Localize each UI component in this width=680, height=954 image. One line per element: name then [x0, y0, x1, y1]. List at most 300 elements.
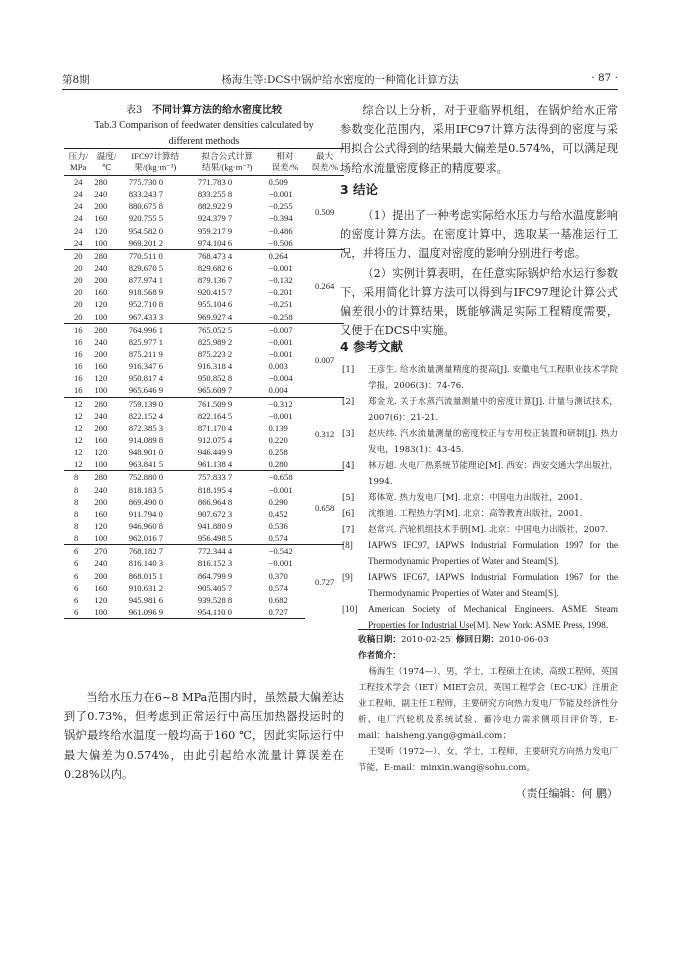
table-body: [64, 176, 344, 619]
table-cell: 879.136 7: [197, 275, 233, 286]
table-cell: 0.682: [268, 594, 288, 605]
table-cell: 911.794 0: [128, 508, 163, 519]
caption-en-line1: Tab.3 Comparison of feedwater densities calculated by: [94, 120, 314, 131]
reference-text: 林万超. 火电厂热系统节能理论[M]. 西安：西安交通大学出版社，1994.: [368, 461, 618, 487]
received-date: 2010-02-25: [400, 635, 451, 645]
table-cell: −0.255: [268, 201, 293, 212]
table-row: [64, 372, 344, 384]
table-cell: 20: [64, 249, 92, 262]
table-header-row: [64, 149, 344, 176]
column-header-line: MPa: [70, 162, 87, 172]
revised-date: 2010-06-03: [499, 635, 549, 645]
table-cell: 120: [94, 521, 108, 531]
table-cell: −0.004: [268, 373, 293, 384]
column-header-line: 果/(kg·m⁻³): [134, 162, 177, 172]
table-row: [64, 545, 344, 558]
reference-item: [340, 490, 618, 506]
reference-number: [1]: [342, 365, 355, 375]
table-cell: 8: [74, 484, 79, 495]
table-cell: 160: [94, 582, 108, 593]
table-cell: 24: [74, 237, 83, 248]
table-cell: 961.138 4: [197, 459, 233, 470]
table-cell: 948.901 0: [128, 447, 164, 458]
table-cell: 16: [74, 361, 83, 372]
table-cell: 100: [92, 606, 120, 619]
table-row: [64, 532, 344, 545]
table-row: [64, 298, 344, 310]
table-row: [64, 570, 344, 582]
table-cell: 833.255 8: [197, 189, 233, 200]
table-cell: −0.001: [268, 484, 293, 495]
table-row: [64, 410, 344, 422]
table-cell: 961.096 9: [121, 606, 190, 619]
reference-text: 赵常兴. 汽轮机组技术手册[M]. 北京：中国电力出版社，2007.: [368, 525, 609, 535]
editor-credit: （责任编辑：何 鹏）: [515, 787, 618, 800]
table-cell: 12: [74, 435, 83, 446]
table-cell: −0.312: [264, 397, 305, 410]
table-cell: 965.609 7: [197, 385, 233, 396]
column-header-line: 温度/: [96, 151, 117, 161]
reference-item: [340, 522, 618, 538]
reference-number: [3]: [342, 429, 355, 439]
table-cell: −0.001: [268, 189, 293, 200]
table-row: [64, 286, 344, 298]
table-cell: 20: [74, 287, 83, 298]
table-cell: 6: [74, 570, 79, 581]
table-cell: 100: [94, 533, 108, 544]
summary-paragraph: [340, 101, 618, 178]
table-cell: 240: [94, 558, 108, 569]
table-cell: 280: [92, 249, 120, 262]
table-cell: 955.104 6: [197, 299, 233, 310]
reference-item: [340, 362, 618, 394]
table-cell: 20: [74, 275, 83, 286]
table-cell: 0.727: [264, 606, 305, 619]
table-cell: 969.201 2: [128, 237, 164, 248]
table-cell: −0.258: [268, 311, 293, 322]
table-cell: 910.631 2: [128, 582, 164, 593]
table-cell: 764.996 1: [121, 323, 190, 336]
table-row: [64, 384, 344, 397]
reference-number: [6]: [342, 509, 355, 519]
table-cell: 818.183 5: [128, 484, 164, 495]
table-cell: 12: [64, 397, 92, 410]
table-cell: 120: [94, 594, 108, 605]
table-cell: 100: [94, 311, 108, 322]
table-cell: 0.258: [268, 447, 288, 458]
author-bio-1: 杨海生（1974—），男，学士，工程硕士在读，高级工程师，英国工程技术学会（IET）MIET会员，英国工程学会（EC-UK）注册企业工程师，副主任工程师，主要研究方向热力发电厂节能及经济性分析、电厂汽轮机及系统试验、蓄冷电力需求侧项目评价等，E-mail：haisheng.yang@gmail.com；: [358, 667, 618, 741]
reference-item: [340, 506, 618, 522]
table-row: [64, 397, 344, 410]
reference-item: [340, 458, 618, 490]
table-cell: 918.568 9: [128, 287, 164, 298]
table-cell: 160: [94, 435, 108, 446]
table-cell: −0.132: [268, 275, 293, 286]
table-cell: 871.170 4: [197, 422, 233, 433]
table-cell: 240: [94, 189, 108, 200]
table-cell: 759.139 0: [121, 397, 190, 410]
table-cell: 0.452: [268, 508, 288, 519]
table-row: [64, 496, 344, 508]
table-row: [64, 360, 344, 372]
table-cell: 16: [74, 373, 83, 384]
table-cell: 939.528 8: [197, 594, 233, 605]
table-row: [64, 520, 344, 532]
table-row: [64, 471, 344, 484]
table-caption-en: [64, 118, 344, 150]
table-cell: 200: [94, 422, 108, 433]
table-cell: 100: [94, 459, 108, 470]
table-cell: 772.344 4: [190, 545, 265, 558]
table-cell: 200: [94, 496, 108, 507]
table-cell: 16: [74, 385, 83, 396]
table-cell: 816.152 3: [197, 558, 233, 569]
reference-number: [4]: [342, 461, 355, 471]
table-row: [64, 200, 344, 212]
table-cell: 160: [94, 287, 108, 298]
table-row: [64, 594, 344, 606]
table-cell: 16: [64, 323, 92, 336]
reference-text: IAPWS IFC67, IAPWS Industrial Formulation 1967 for the Thermodynamic Properties of Water and Steam[S].: [368, 573, 618, 599]
table-row: [64, 262, 344, 274]
table-cell: 6: [74, 582, 79, 593]
reference-number: [9]: [342, 573, 353, 583]
table-cell: −0.251: [268, 299, 293, 310]
table-cell: 869.490 0: [128, 496, 164, 507]
table-row: [64, 249, 344, 262]
table-cell: 757.833 7: [190, 471, 265, 484]
table-cell: 8: [74, 521, 79, 531]
table-cell: 8: [74, 508, 79, 519]
page-number: · 87 ·: [591, 72, 618, 84]
table-cell: 829.670 5: [128, 263, 164, 274]
table-cell: 20: [74, 311, 83, 322]
table-row: [64, 212, 344, 224]
table-cell: 200: [94, 275, 108, 286]
column-header-line: 最大: [316, 151, 334, 161]
reference-number: [7]: [342, 525, 355, 535]
table-cell: 946.449 9: [197, 447, 233, 458]
table-cell: 768.473 4: [190, 249, 265, 262]
table-cell: −0.001: [268, 263, 293, 274]
table-cell: 963.841 5: [128, 459, 164, 470]
table-cell: 954.582 0: [128, 225, 164, 236]
reference-item: [340, 570, 618, 602]
table-cell: 270: [92, 545, 120, 558]
table-row: [64, 188, 344, 200]
table-cell: 969.927 4: [197, 311, 233, 322]
header-rule: [62, 89, 618, 90]
table-cell: 120: [94, 299, 108, 310]
table-cell: −0.201: [268, 287, 293, 298]
table-cell: 950.817 4: [128, 373, 164, 384]
table-row: [64, 434, 344, 446]
table-cell: 6: [74, 558, 79, 569]
column-header-line: 结果/(kg·m⁻³): [201, 162, 253, 172]
table-label: 表3: [126, 105, 143, 116]
table-cell: −0.394: [268, 213, 293, 224]
running-title: 杨海生等:DCS中锅炉给水密度的一种简化计算方法: [221, 74, 459, 86]
table-cell: 822.152 4: [128, 410, 164, 421]
table-cell: 914.089 8: [128, 435, 164, 446]
table-cell: 765.052 5: [190, 323, 265, 336]
table-cell: 775.730 0: [128, 177, 164, 188]
table-cell: 880.675 8: [128, 201, 164, 212]
table-row: [64, 582, 344, 594]
table-cell: 0.280: [268, 459, 288, 470]
table-title: 不同计算方法的给水密度比较: [151, 105, 282, 116]
table-cell: 965.646 9: [128, 385, 164, 396]
table-cell: 240: [94, 263, 108, 274]
table-row: [64, 348, 344, 360]
table-cell: 912.075 4: [197, 435, 233, 446]
table-cell: 160: [94, 508, 108, 519]
table-cell: 959.217 9: [197, 225, 233, 236]
max-error-cell: 0.727: [305, 545, 344, 619]
table-cell: 240: [94, 484, 108, 495]
table-row: [64, 422, 344, 434]
table-cell: 200: [94, 201, 108, 212]
table-cell: 916.318 4: [197, 361, 233, 372]
table-cell: 0.370: [268, 570, 288, 581]
section-3-heading: 3 结论: [340, 182, 379, 197]
table-cell: 818.195 4: [197, 484, 233, 495]
table-cell: 8: [64, 471, 92, 484]
table-cell: −0.486: [268, 225, 293, 236]
table-row: [64, 446, 344, 458]
table-cell: 833.243 7: [128, 189, 164, 200]
reference-item: [340, 538, 618, 570]
table-cell: −0.001: [268, 349, 293, 360]
table-cell: 0.220: [268, 435, 288, 446]
table-cell: 16: [74, 349, 83, 360]
table-cell: 280: [92, 323, 120, 336]
table-cell: 950.852 8: [197, 373, 233, 384]
table-cell: 825.977 1: [128, 336, 164, 347]
reference-item: [340, 394, 618, 426]
table-cell: −0.001: [268, 558, 293, 569]
table-cell: 280: [92, 397, 120, 410]
column-header-line: 压力/: [68, 151, 88, 161]
table-cell: 907.672 3: [197, 508, 233, 519]
table-cell: 941.880 9: [197, 521, 233, 531]
table-cell: 0.290: [268, 496, 288, 507]
column-header: [305, 149, 344, 176]
table-cell: 956.498 5: [197, 533, 233, 544]
issue-number: 第8期: [62, 74, 90, 86]
conclusion-1: （1）提出了一种考虑实际给水压力与给水温度影响的密度计算方法。在密度计算中，选取某一基准运行工况，并将压力、温度对密度的影响分别进行考虑。: [340, 209, 618, 261]
table-cell: 24: [74, 225, 83, 236]
reference-number: [2]: [342, 397, 355, 407]
table-cell: 920.415 7: [197, 287, 233, 298]
table-cell: 8: [74, 533, 79, 544]
table-cell: 916.347 6: [128, 361, 164, 372]
table-row: [64, 323, 344, 336]
table-cell: 875.211 9: [128, 349, 163, 360]
reference-text: 沈维道. 工程热力学[M]. 北京：高等教育出版社，2001.: [368, 509, 583, 519]
table-row: [64, 311, 344, 324]
conclusions: [340, 206, 618, 340]
table-cell: 945.981 6: [128, 594, 164, 605]
reference-text: IAPWS IFC97, IAPWS Industrial Formulation 1997 for the Thermodynamic Properties of Water and Steam[S].: [368, 541, 618, 567]
table-cell: 875.223 2: [197, 349, 233, 360]
table-cell: 280: [92, 471, 120, 484]
running-header: [62, 72, 618, 88]
table-cell: 240: [94, 336, 108, 347]
table-row: [64, 176, 344, 189]
column-header: [121, 149, 190, 176]
table-cell: 12: [74, 422, 83, 433]
reference-list: [340, 362, 618, 634]
table-cell: 100: [94, 385, 108, 396]
table-cell: 868.015 1: [128, 570, 164, 581]
max-error-cell: 0.509: [314, 207, 335, 218]
table-cell: 771.783 0: [197, 177, 233, 188]
table-cell: 120: [94, 225, 108, 236]
table-cell: 20: [74, 299, 83, 310]
analysis-text: 当给水压力在6~8 MPa范围内时，虽然最大偏差达到了0.73%，但考虑到正常运行中高压加热器投运时的锅炉最终给水温度一般均高于160 ℃，因此实际运行中最大偏差为0.574%，由此引起给水流量计算误差在0.28%以内。: [64, 691, 344, 781]
table-cell: 0.004: [268, 385, 288, 396]
table-cell: 280: [94, 177, 108, 188]
table-cell: 12: [74, 447, 83, 458]
table-cell: 770.511 0: [121, 249, 190, 262]
table-cell: 967.433 3: [128, 311, 164, 322]
table-cell: 200: [94, 349, 108, 360]
table-cell: 120: [94, 447, 108, 458]
table-cell: 920.755 5: [128, 213, 164, 224]
conclusion-2: （2）实例计算表明，在任意实际锅炉给水运行参数下，采用简化计算方法可以得到与IFC97理论计算公式偏差很小的计算结果，既能够满足实际工程精度需要，又便于在DCS中实施。: [340, 266, 618, 338]
table-row: [64, 225, 344, 237]
table-cell: −0.007: [264, 323, 305, 336]
column-header-line: IFC97计算结: [131, 151, 180, 161]
footnote-rule: [358, 629, 468, 630]
reference-text: 王彦生. 给水流量测量精度的提高[J]. 安徽电气工程职业技术学院学报，2006(3)：74-76.: [368, 365, 618, 391]
table-cell: 761.509 9: [190, 397, 265, 410]
column-header: [264, 149, 305, 176]
table-cell: −0.658: [264, 471, 305, 484]
table-cell: −0.001: [268, 410, 293, 421]
table-cell: 882.922 9: [197, 201, 233, 212]
table-cell: 752.880 0: [121, 471, 190, 484]
table-cell: 768.182 7: [121, 545, 190, 558]
column-header-line: 误差/%: [311, 162, 338, 172]
table-cell: 872.385 3: [128, 422, 164, 433]
table-cell: 954.110 0: [190, 606, 265, 619]
table-cell: 24: [74, 189, 83, 200]
reference-text: American Society of Mechanical Engineers. ASME Steam Properties for Industrial Use[M]. New York: ASME Press, 1998.: [368, 605, 618, 631]
table-row: [64, 274, 344, 286]
reference-text: 赵庆纬. 汽水流量测量的密度校正与专用校正装置和研制[J]. 热力发电，1983(1)：43-45.: [368, 429, 618, 455]
table-cell: 962.016 7: [128, 533, 164, 544]
table-cell: 120: [94, 373, 108, 384]
table-row: [64, 484, 344, 496]
reference-number: [8]: [342, 541, 353, 551]
table-row: [64, 508, 344, 520]
manuscript-dates: [358, 632, 618, 664]
column-header-line: ℃: [101, 162, 112, 172]
table-cell: 6: [64, 606, 92, 619]
table-row: [64, 458, 344, 471]
reference-item: [340, 426, 618, 458]
table-cell: 0.003: [268, 361, 288, 372]
table-cell: 864.799 9: [197, 570, 233, 581]
table-cell: 974.104 6: [197, 237, 233, 248]
table-cell: 946.960 8: [128, 521, 164, 531]
density-comparison-table: [64, 148, 344, 619]
table-cell: 16: [74, 336, 83, 347]
table-cell: 0.536: [268, 521, 288, 531]
table-cell: 20: [74, 263, 83, 274]
column-header-line: 拟合公式计算: [201, 151, 253, 161]
table-cell: 0.509: [268, 177, 288, 188]
table-cell: 866.964 8: [197, 496, 233, 507]
table-cell: 6: [64, 545, 92, 558]
table-row: [64, 237, 344, 250]
max-error-cell: 0.007: [305, 323, 344, 397]
author-bio-2: 王旻昕（1972—），女，学士，工程师，主要研究方向热力发电厂节能，E-mail：minxin.wang@sohu.com。: [358, 747, 618, 773]
table-cell: 12: [74, 459, 83, 470]
max-error-cell: 0.312: [305, 397, 344, 471]
received-label: 收稿日期：: [358, 635, 401, 645]
table-cell: 12: [74, 410, 83, 421]
reference-text: 郑金龙. 关于水蒸汽流量测量中的密度计算[J]. 计量与测试技术，2007(6)：21-21.: [368, 397, 618, 423]
table-row: [64, 557, 344, 569]
table-cell: 160: [94, 361, 108, 372]
table-cell: 24: [74, 201, 83, 212]
table-cell: −0.506: [268, 237, 293, 248]
table-cell: 0.139: [268, 422, 288, 433]
column-header-line: 误差/%: [271, 162, 299, 172]
summary-text: 综合以上分析，对于亚临界机组，在锅炉给水正常参数变化范围内，采用IFC97计算方法得到的密度与采用拟合公式得到的结果最大偏差是0.574%，可以满足现场给水流量密度修正的精度要求。: [340, 104, 618, 175]
table-cell: −0.001: [268, 336, 293, 347]
column-header: [64, 149, 92, 176]
column-header-line: 相对: [276, 151, 294, 161]
table-cell: 829.682 6: [197, 263, 233, 274]
reference-number: [10]: [342, 605, 358, 615]
table-cell: 816.140 3: [128, 558, 164, 569]
table-row: [64, 336, 344, 348]
reference-text: 郑体宽. 热力发电厂[M]. 北京：中国电力出版社，2001.: [368, 493, 583, 503]
table-cell: 0.574: [268, 533, 288, 544]
table-cell: 100: [94, 237, 108, 248]
table-cell: 825.989 2: [197, 336, 233, 347]
table-cell: 200: [94, 570, 108, 581]
caption-en-line2: different methods: [168, 136, 240, 147]
table-cell: 8: [74, 496, 79, 507]
table-cell: 24: [74, 213, 83, 224]
left-paragraph: [64, 688, 344, 784]
table-cell: 24: [74, 177, 83, 188]
table-cell: 240: [94, 410, 108, 421]
table-row: [64, 606, 344, 619]
table-cell: 160: [94, 213, 108, 224]
table-caption-zh: [64, 101, 344, 116]
max-error-cell: 0.658: [305, 471, 344, 545]
table-cell: 6: [74, 594, 79, 605]
table-cell: 0.574: [268, 582, 288, 593]
max-error-cell: 0.264: [305, 249, 344, 323]
table-cell: −0.542: [264, 545, 305, 558]
author-intro-label: 作者简介：: [358, 651, 401, 661]
section-4-heading: 4 参考文献: [340, 339, 404, 354]
column-header: [190, 149, 265, 176]
table-cell: 0.264: [264, 249, 305, 262]
table-cell: 952.710 8: [128, 299, 164, 310]
table-cell: 905.405 7: [197, 582, 233, 593]
table-cell: 877.974 1: [128, 275, 164, 286]
column-header: [92, 149, 120, 176]
reference-number: [5]: [342, 493, 355, 503]
